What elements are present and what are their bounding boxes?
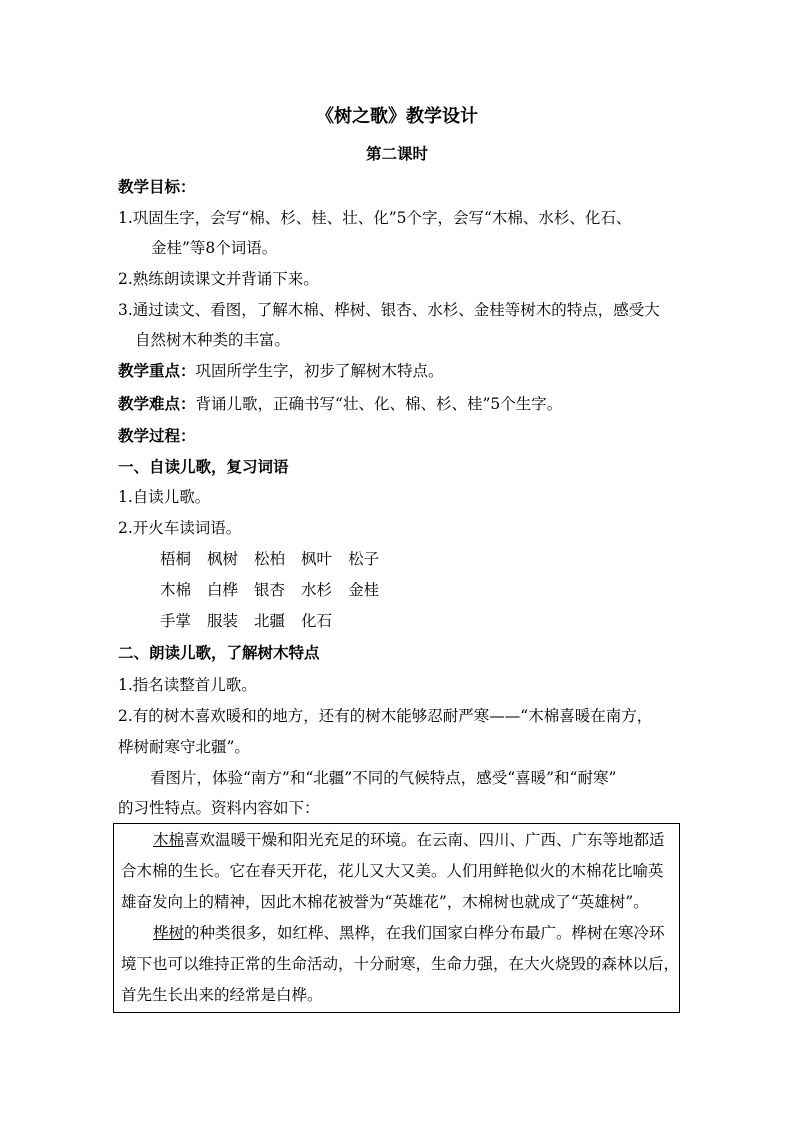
- section-2-step-2-line-1: 2.有的树木喜欢暖和的地方，还有的树木能够忍耐严寒——“木棉喜暖在南方，: [118, 707, 653, 725]
- section-1-heading: 一、自读儿歌，复习词语: [118, 457, 289, 476]
- word-item: 金桂: [348, 581, 380, 599]
- word-item: 化石: [301, 612, 333, 630]
- word-item: 水杉: [301, 581, 333, 599]
- key-point-text: 巩固所学生字，初步了解树木特点。: [195, 362, 444, 380]
- material-p2-line-2: 境下也可以维持正常的生命活动，十分耐寒，生命力强，在大火烧毁的森林以后，: [121, 955, 680, 973]
- material-p1-term: 木棉: [153, 831, 185, 849]
- section-1-step-2: 2.开火车读词语。: [118, 519, 242, 537]
- material-p1-line-1: [153, 830, 665, 850]
- difficulty-label: 教学难点：: [118, 394, 196, 413]
- word-item: 枫叶: [301, 550, 333, 568]
- goal-3-line-1: 3.通过读文、看图，了解木棉、桦树、银杏、水杉、金桂等树木的特点，感受大: [118, 301, 660, 319]
- word-row-1: [160, 549, 395, 569]
- material-p2-term: 桦树: [153, 924, 185, 942]
- page-subtitle: 第二课时: [365, 144, 428, 163]
- word-item: 枫树: [207, 550, 239, 568]
- goal-1-line-2: 金桂”等8个词语。: [151, 239, 278, 257]
- word-item: 松柏: [254, 550, 286, 568]
- material-p1-line-3: 雄奋发向上的精神，因此木棉花被誉为“英雄花”，木棉树也就成了“英雄树”。: [121, 893, 649, 911]
- word-item: 木棉: [160, 581, 192, 599]
- word-item: 白桦: [207, 581, 239, 599]
- difficulty-text: 背诵儿歌，正确书写“壮、化、棉、杉、桂”5个生字。: [195, 395, 563, 413]
- goals-heading: 教学目标：: [118, 177, 196, 196]
- material-p1-line-1-text: 喜欢温暖干燥和阳光充足的环境。在云南、四川、广西、广东等地都适: [184, 831, 665, 849]
- section-2-para-line-1: 看图片，体验“南方”和“北疆”不同的气候特点，感受“喜暖”和“耐寒”: [150, 769, 617, 787]
- key-point: [118, 361, 444, 381]
- section-2-heading: 二、朗读儿歌，了解树木特点: [118, 643, 320, 662]
- key-point-label: 教学重点：: [118, 361, 196, 380]
- goal-2: 2.熟练朗读课文并背诵下来。: [118, 270, 319, 288]
- material-p2-line-1-text: 的种类很多，如红桦、黑桦，在我们国家白桦分布最广。桦树在寒冷环: [184, 924, 665, 942]
- material-p2-line-3: 首先生长出来的经常是白桦。: [121, 986, 323, 1004]
- word-row-3: [160, 611, 348, 631]
- section-2-step-1: 1.指名读整首儿歌。: [118, 676, 257, 694]
- goal-3-line-2: 自然树木种类的丰富。: [135, 331, 291, 349]
- material-p2-line-1: [153, 923, 665, 943]
- section-2-para-line-2: 的习性特点。资料内容如下：: [118, 799, 320, 817]
- material-p1-line-2: 合木棉的生长。它在春天开花，花儿又大又美。人们用鲜艳似火的木棉花比喻英: [121, 862, 664, 880]
- word-item: 手掌: [160, 612, 192, 630]
- process-heading: 教学过程：: [118, 426, 196, 445]
- page-title: 《树之歌》教学设计: [316, 106, 478, 127]
- word-row-2: [160, 580, 395, 600]
- section-1-step-1: 1.自读儿歌。: [118, 488, 211, 506]
- difficulty: [118, 394, 562, 414]
- word-item: 银杏: [254, 581, 286, 599]
- word-item: 梧桐: [160, 550, 192, 568]
- word-item: 服装: [207, 612, 239, 630]
- word-item: 松子: [348, 550, 380, 568]
- word-item: 北疆: [254, 612, 286, 630]
- goal-1-line-1: 1.巩固生字，会写“棉、杉、桂、壮、化”5个字，会写“木棉、水杉、化石、: [118, 209, 632, 227]
- section-2-step-2-line-2: 桦树耐寒守北疆”。: [118, 738, 250, 756]
